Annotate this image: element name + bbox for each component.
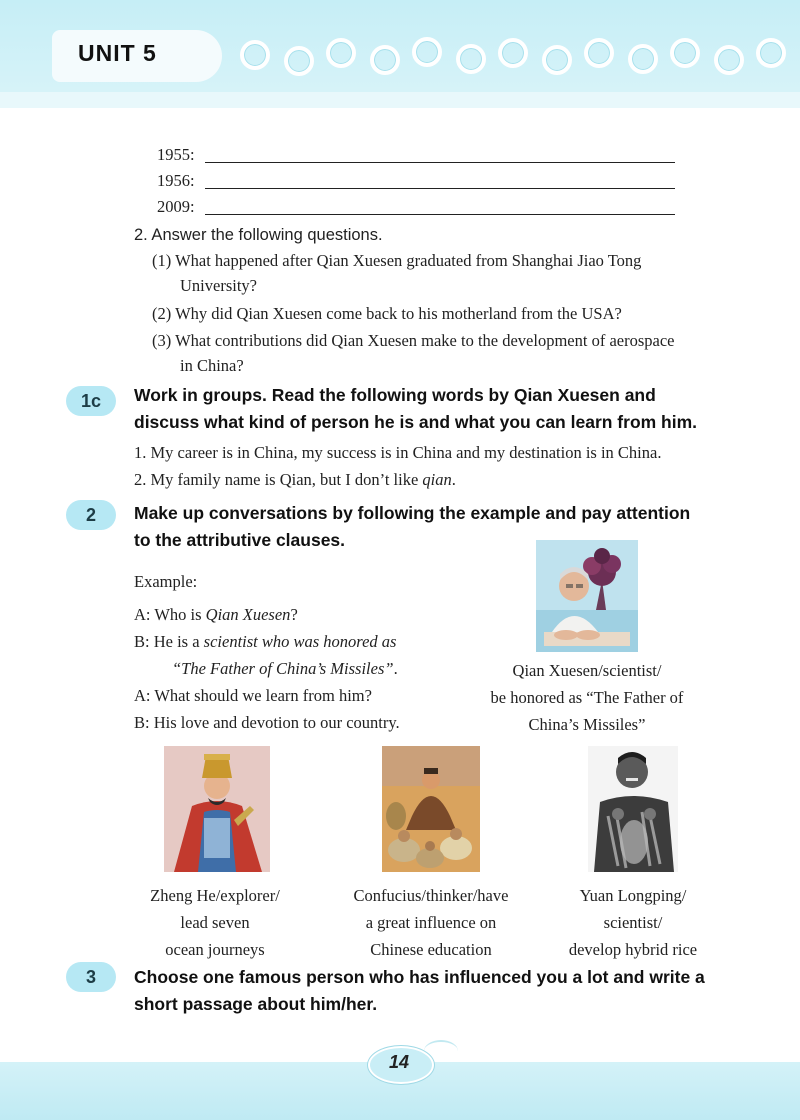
quote-2 [134,470,456,490]
section-badge-3: 3 [66,962,116,992]
instruction-2-line2: to the attributive clauses. [134,530,346,550]
dialog-b2: B: His love and devotion to our country. [134,713,400,732]
dialog-b1-italic: scientist who was honored as [203,632,397,651]
confucius-illustration [382,746,480,872]
ring-decoration [370,45,400,75]
quote-2-italic: qian [422,470,452,489]
yuan-longping-caption-line: Yuan Longping/ [579,886,687,905]
section-badge-1c: 1c [66,386,116,416]
question-2-title: 2. Answer the following questions. [134,226,383,244]
quote-2-end: . [451,470,456,489]
ring-decoration [326,38,356,68]
qian-caption-line: Qian Xuesen/scientist/ [512,661,662,680]
instruction-3-line1: Choose one famous person who has influenced you a lot and write a [134,967,705,987]
question-1-line2: University? [180,276,257,295]
ring-decoration [584,38,614,68]
yuan-longping-photo [588,746,678,872]
dialog-b1-text: B: He is a [134,632,204,651]
question-1-line1: (1) What happened after Qian Xuesen graduated from Shanghai Jiao Tong [152,251,642,270]
dialog-b1 [134,632,396,652]
qian-caption-line: be honored as “The Father of [490,688,684,707]
question-3-line1: (3) What contributions did Qian Xuesen make to the development of aerospace [152,331,675,350]
instruction-2-line1: Make up conversations by following the example and pay attention [134,503,691,523]
yuan-longping-illustration [588,746,678,872]
year-label: 1956: [157,171,195,190]
dialog-b1-italic-line2: “The Father of China’s Missiles” [172,659,394,678]
ring-decoration [670,38,700,68]
dialog-a1-text: A: Who is [134,605,206,624]
quote-1: 1. My career is in China, my success is in China and my destination is in China. [134,443,662,462]
ring-decoration [412,37,442,67]
question-3-line2: in China? [180,356,244,375]
yuan-longping-caption [540,882,726,963]
ring-decoration [284,46,314,76]
header-band [0,92,800,108]
year-label: 2009: [157,197,195,216]
zheng-he-illustration [164,746,270,872]
confucius-caption-line: a great influence on [365,913,497,932]
ring-decoration [240,40,270,70]
page-number: 14 [388,1052,410,1072]
yuan-longping-caption-line: scientist/ [603,913,663,932]
confucius-painting [382,746,480,872]
confucius-caption-line: Chinese education [370,940,492,959]
instruction-1c-line2: discuss what kind of person he is and what you can learn from him. [134,412,698,432]
ring-decoration [714,45,744,75]
answer-blank[interactable] [205,162,675,163]
zheng-he-caption-line: ocean journeys [165,940,265,959]
ring-decoration [756,38,786,68]
confucius-caption-line: Confucius/thinker/have [353,886,509,905]
ring-decoration [628,44,658,74]
dialog-a1 [134,605,298,625]
answer-blank[interactable] [205,214,675,215]
qian-caption [472,657,702,738]
ring-decoration [542,45,572,75]
instruction-1c-line1: Work in groups. Read the following words by Qian Xuesen and [134,385,656,405]
year-row-1955 [157,145,195,167]
dialog-a2: A: What should we learn from him? [134,686,372,705]
yuan-longping-caption-line: develop hybrid rice [568,940,698,959]
qian-xuesen-portrait [536,540,638,652]
year-label: 1955: [157,145,195,164]
dialog-b1-line2 [172,659,398,679]
unit-label: UNIT 5 [78,40,157,66]
quote-2-text: 2. My family name is Qian, but I don’t like [134,470,423,489]
decorative-rings [240,36,800,76]
example-label: Example: [134,572,198,591]
instruction-3-line2: short passage about him/her. [134,994,378,1014]
qian-xuesen-illustration [536,540,638,652]
section-badge-2: 2 [66,500,116,530]
zheng-he-caption-line: lead seven [180,913,250,932]
zheng-he-caption-line: Zheng He/explorer/ [150,886,280,905]
ring-decoration [456,44,486,74]
ring-decoration [498,38,528,68]
qian-caption-line: China’s Missiles” [528,715,646,734]
dialog-a1-end: ? [290,605,298,624]
year-row-2009 [157,197,195,219]
dialog-b1-end: . [393,659,398,678]
zheng-he-portrait [164,746,270,872]
dialog-a1-italic: Qian Xuesen [205,605,291,624]
zheng-he-caption [110,882,320,963]
answer-blank[interactable] [205,188,675,189]
question-2-line1: (2) Why did Qian Xuesen come back to his motherland from the USA? [152,304,622,323]
year-row-1956 [157,171,195,193]
confucius-caption [326,882,536,963]
